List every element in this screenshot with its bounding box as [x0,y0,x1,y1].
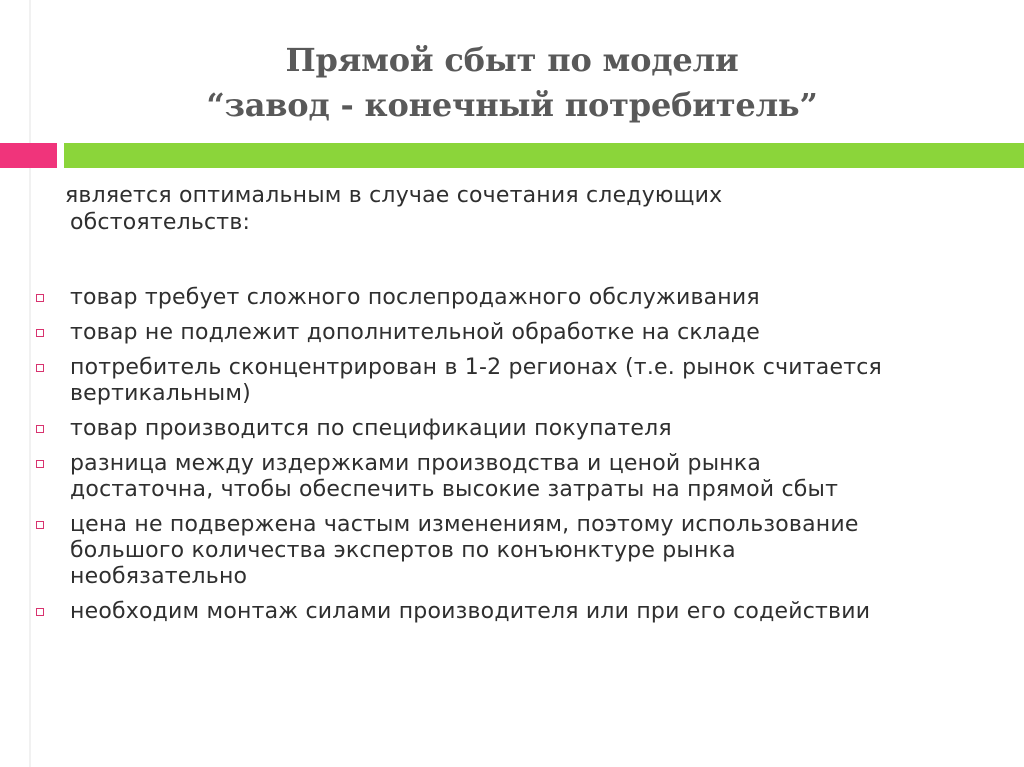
list-item-text [70,355,1000,407]
hollow-square-icon [36,294,44,302]
accent-bar-pink [0,143,57,168]
list-item-line: товар не подлежит дополнительной обработке на складе [70,320,761,345]
hollow-square-icon [36,460,44,468]
list-item-line: большого количества экспертов по конъюнктуре рынка [70,538,736,563]
list-item-line: товар производится по спецификации покупателя [70,416,672,441]
bullet-list [0,285,1000,634]
list-item [0,355,1000,407]
list-item-line: достаточна, чтобы обеспечить высокие затраты на прямой сбыт [70,477,839,502]
list-item [0,512,1000,590]
hollow-square-icon [36,521,44,529]
list-item [0,599,1000,625]
list-item-text [70,285,1000,311]
hollow-square-icon [36,425,44,433]
list-item [0,320,1000,346]
intro-line: является оптимальным в случае сочетания следующих [65,183,723,208]
hollow-square-icon [36,364,44,372]
list-item-line: цена не подвержена частым изменениям, поэтому использование [70,512,859,537]
intro-line: обстоятельств: [70,210,251,235]
list-item-line: потребитель сконцентрирован в 1-2 регионах (т.е. рынок считается [70,355,882,380]
list-item-text [70,599,1000,625]
list-item [0,285,1000,311]
title-line: Прямой сбыт по модели [285,41,739,79]
list-item [0,416,1000,442]
list-item-text [70,320,1000,346]
intro-paragraph [65,182,965,236]
list-item-line: необходим монтаж силами производителя или при его содействии [70,599,871,624]
hollow-square-icon [36,608,44,616]
slide-title [0,38,1024,128]
list-item-line: необязательно [70,564,248,589]
list-item-line: товар требует сложного послепродажного обслуживания [70,285,760,310]
list-item-text [70,451,1000,503]
title-line: “завод - конечный потребитель” [206,86,818,124]
hollow-square-icon [36,329,44,337]
list-item-line: разница между издержками производства и ценой рынка [70,451,762,476]
list-item [0,451,1000,503]
accent-bar-green [64,143,1024,168]
list-item-line: вертикальным) [70,381,251,406]
list-item-text [70,512,1000,590]
list-item-text [70,416,1000,442]
